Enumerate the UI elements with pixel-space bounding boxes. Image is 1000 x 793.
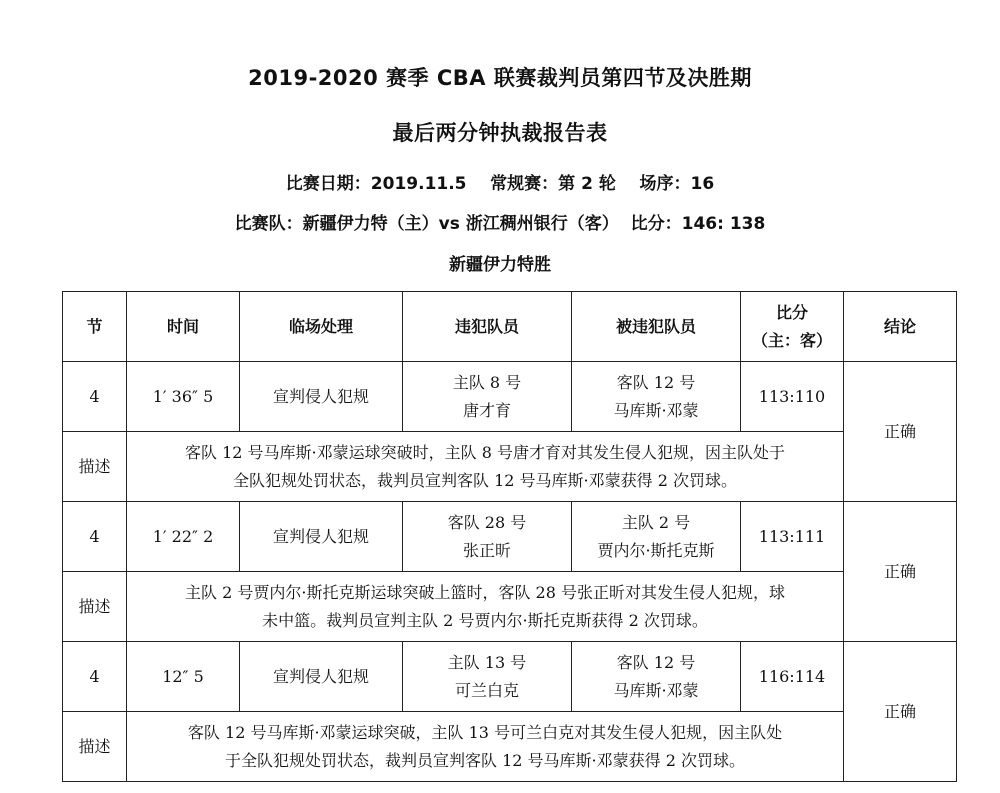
offender-team-number: 主队 13 号	[447, 652, 527, 672]
header-score-line1: 比分	[775, 302, 808, 322]
header-period: 节	[63, 292, 127, 362]
fouled-team-number: 客队 12 号	[616, 372, 696, 392]
cell-offender	[403, 362, 572, 432]
header-time: 时间	[127, 292, 240, 362]
cell-verdict: 正确	[844, 362, 957, 502]
cell-description	[127, 572, 844, 642]
cell-offender	[403, 502, 572, 572]
header-fouled: 被违犯队员	[572, 292, 741, 362]
header-verdict: 结论	[844, 292, 957, 362]
match-winner: 新疆伊力特胜	[449, 255, 551, 275]
cell-fouled	[572, 362, 741, 432]
cell-call: 宣判侵人犯规	[240, 502, 403, 572]
table-row	[63, 642, 957, 712]
fouled-team-number: 主队 2 号	[621, 512, 691, 532]
header-offender: 违犯队员	[403, 292, 572, 362]
report-title-line1: 2019-2020 赛季 CBA 联赛裁判员第四节及决胜期	[248, 66, 752, 90]
description-line1: 客队 12 号马库斯·邓蒙运球突破时，主队 8 号唐才育对其发生侵人犯规，因主队处于	[185, 442, 785, 462]
cell-period: 4	[63, 502, 127, 572]
cell-description	[127, 432, 844, 502]
cell-time: 1′ 36″ 5	[127, 362, 240, 432]
cell-describe-label: 描述	[63, 712, 127, 782]
cell-period: 4	[63, 642, 127, 712]
table-row-description	[63, 572, 957, 642]
cell-fouled	[572, 642, 741, 712]
cell-describe-label: 描述	[63, 572, 127, 642]
header-score	[741, 292, 844, 362]
report-title-line2: 最后两分钟执裁报告表	[392, 121, 608, 145]
offender-team-number: 客队 28 号	[447, 512, 527, 532]
cell-period: 4	[63, 362, 127, 432]
cell-call: 宣判侵人犯规	[240, 362, 403, 432]
cell-score: 113:110	[741, 362, 844, 432]
offender-team-number: 主队 8 号	[452, 372, 522, 392]
cell-verdict: 正确	[844, 502, 957, 642]
match-date-line: 比赛日期：2019.11.5 常规赛：第 2 轮 场序：16	[285, 174, 715, 194]
fouled-name: 马库斯·邓蒙	[613, 400, 699, 420]
header-score-line2: （主：客）	[751, 330, 832, 350]
match-teams-line: 比赛队：新疆伊力特（主）vs 浙江稠州银行（客） 比分：146: 138	[234, 214, 766, 234]
table-header-row	[63, 292, 957, 362]
description-line2: 未中篮。裁判员宣判主队 2 号贾内尔·斯托克斯获得 2 次罚球。	[262, 610, 708, 630]
fouled-name: 贾内尔·斯托克斯	[597, 540, 715, 560]
fouled-name: 马库斯·邓蒙	[613, 680, 699, 700]
table-row	[63, 502, 957, 572]
cell-time: 12″ 5	[127, 642, 240, 712]
offender-name: 可兰白克	[454, 680, 519, 700]
cell-description	[127, 712, 844, 782]
cell-verdict: 正确	[844, 642, 957, 782]
description-line1: 客队 12 号马库斯·邓蒙运球突破，主队 13 号可兰白克对其发生侵人犯规，因主队处	[187, 722, 783, 742]
offender-name: 张正昕	[462, 540, 511, 560]
cell-score: 113:111	[741, 502, 844, 572]
cell-call: 宣判侵人犯规	[240, 642, 403, 712]
table-row-description	[63, 712, 957, 782]
cell-describe-label: 描述	[63, 432, 127, 502]
table-row	[63, 362, 957, 432]
description-line1: 主队 2 号贾内尔·斯托克斯运球突破上篮时，客队 28 号张正昕对其发生侵人犯规，球	[185, 582, 785, 602]
cell-fouled	[572, 502, 741, 572]
header-call: 临场处理	[240, 292, 403, 362]
cell-score: 116:114	[741, 642, 844, 712]
cell-offender	[403, 642, 572, 712]
offender-name: 唐才育	[462, 400, 511, 420]
cell-time: 1′ 22″ 2	[127, 502, 240, 572]
fouled-team-number: 客队 12 号	[616, 652, 696, 672]
description-line2: 全队犯规处罚状态，裁判员宣判客队 12 号马库斯·邓蒙获得 2 次罚球。	[233, 470, 737, 490]
officiating-report-table	[62, 291, 957, 782]
table-row-description	[63, 432, 957, 502]
description-line2: 于全队犯规处罚状态，裁判员宣判客队 12 号马库斯·邓蒙获得 2 次罚球。	[225, 750, 745, 770]
